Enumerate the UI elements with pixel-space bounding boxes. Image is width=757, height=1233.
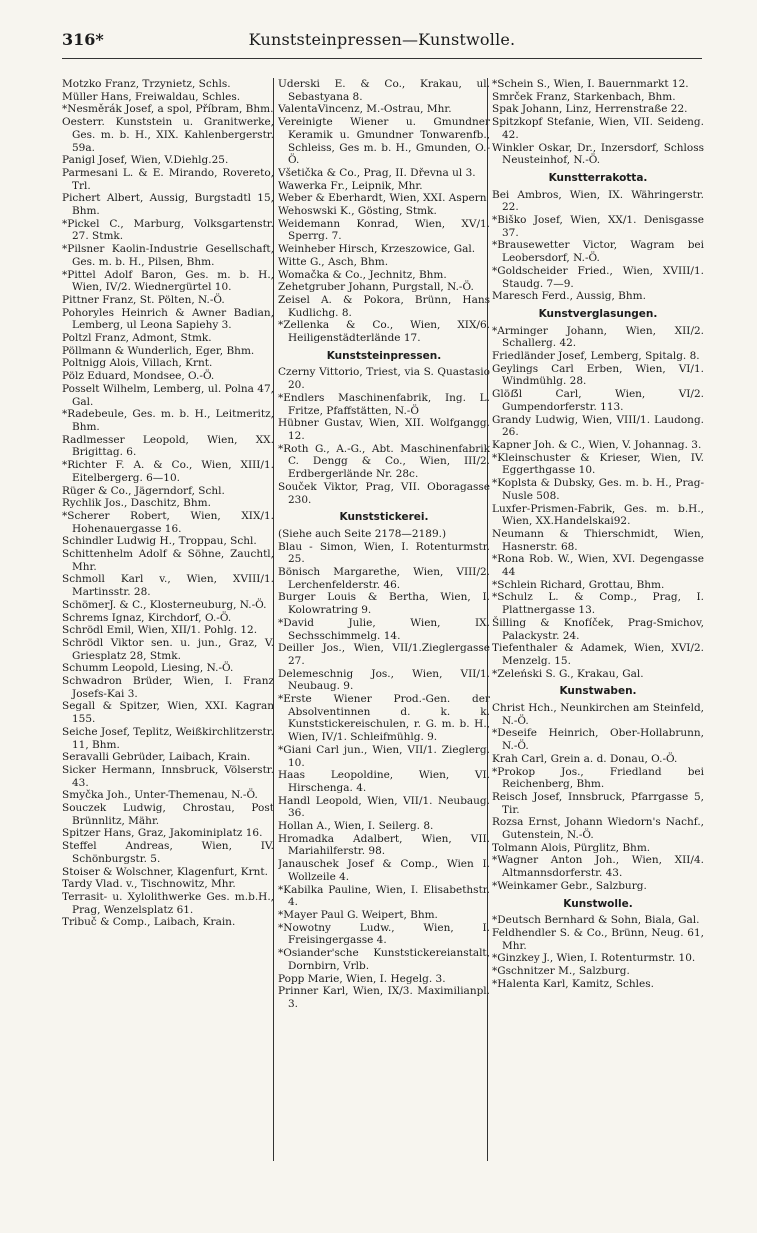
directory-entry: (Siehe auch Seite 2178—2189.) bbox=[278, 527, 447, 540]
directory-entry: *Pilsner Kaolin-Industrie Gesellschaft, Ges. m. b. H., Pilsen, Bhm. bbox=[62, 243, 274, 268]
directory-entry: Hübner Gustav, Wien, XII. Wolfgangg. 12. bbox=[278, 417, 490, 442]
directory-entry: Geylings Carl Erben, Wien, VI/1. Windmühlg. 28. bbox=[492, 362, 704, 388]
directory-entry: Spitzer Hans, Graz, Jakominiplatz 16. bbox=[62, 827, 263, 840]
directory-entry: Weinheber Hirsch, Krzeszowice, Gal. bbox=[278, 243, 476, 256]
directory-entry: ValentaVincenz, M.-Ostrau, Mhr. bbox=[278, 103, 452, 116]
directory-entry: *Zeleński S. G., Krakau, Gal. bbox=[492, 667, 644, 680]
directory-entry: Krah Carl, Grein a. d. Donau, O.-Ö. bbox=[492, 752, 678, 765]
directory-entry: Vereinigte Wiener u. Gmundner Keramik u. Gmundner Tonwarenfb., Schleiss, Ges m. b. H., Gmunden, O.-Ö. bbox=[278, 116, 490, 167]
directory-entry: Sicker Hermann, Innsbruck, Völserstr. 43. bbox=[62, 763, 274, 789]
directory-entry: Christ Hch., Neunkirchen am Steinfeld, N.-Ö. bbox=[492, 702, 704, 727]
directory-entry: *Richter F. A. & Co., Wien, XIII/1. Eitelbergerg. 6—10. bbox=[62, 459, 274, 484]
page-number: 316* bbox=[62, 30, 104, 49]
directory-entry: Kapner Joh. & C., Wien, V. Johannag. 3. bbox=[492, 438, 702, 451]
directory-entry: Wehoswski K., Gösting, Stmk. bbox=[278, 205, 437, 218]
directory-entry: Zehetgruber Johann, Purgstall, N.-Ö. bbox=[278, 281, 474, 294]
directory-entry: *Prokop Jos., Friedland bei Reichenberg, Bhm. bbox=[492, 765, 704, 791]
directory-entry: Posselt Wilhelm, Lemberg, ul. Polna 47, Gal. bbox=[62, 382, 274, 408]
column-right bbox=[492, 78, 704, 1228]
directory-entry: Pölz Eduard, Mondsee, O.-Ö. bbox=[62, 370, 215, 383]
page-header bbox=[62, 30, 702, 52]
directory-entry: Panigl Josef, Wien, V.Diehlg.25. bbox=[62, 154, 229, 167]
directory-entry: *Erste Wiener Prod.-Gen. der Absolventinnen d. k. k. Kunststickereischulen, r. G. m. b. H., Wien, IV/1. Schleifmühlg. 9. bbox=[278, 693, 490, 744]
directory-entry: *Mayer Paul G. Weipert, Bhm. bbox=[278, 909, 438, 921]
directory-entry: Janauschek Josef & Comp., Wien I. Wollzeile 4. bbox=[278, 858, 490, 883]
directory-entry: Stoiser & Wolschner, Klagenfurt, Krnt. bbox=[62, 865, 268, 878]
directory-entry: Schmoll Karl v., Wien, XVIII/1. Martinsstr. 28. bbox=[62, 573, 274, 599]
directory-entry: SchömerJ. & C., Klosterneuburg, N.-Ö. bbox=[62, 598, 267, 611]
directory-entry: *Pickel C., Marburg, Volksgartenstr. 27. Stmk. bbox=[62, 217, 274, 243]
directory-entry: *Koplsta & Dubsky, Ges. m. b. H., Prag-Nusle 508. bbox=[492, 477, 704, 502]
directory-entry: Popp Marie, Wien, I. Hegelg. 3. bbox=[278, 972, 446, 985]
directory-entry: *Arminger Johann, Wien, XII/2. Schallerg. 42. bbox=[492, 324, 704, 350]
directory-entry: *Schulz L. & Comp., Prag, I. Plattnergasse 13. bbox=[492, 591, 704, 617]
directory-entry: *Kabilka Pauline, Wien, I. Elisabethstr. 4. bbox=[278, 883, 490, 909]
directory-entry: *Goldscheider Fried., Wien, XVIII/1. Staudg. 7—9. bbox=[492, 264, 704, 290]
directory-entry: Glöẞl Carl, Wien, VI/2. Gumpendorferstr. 113. bbox=[492, 388, 704, 413]
directory-entry: Spak Johann, Linz, Herrenstraße 22. bbox=[492, 103, 688, 116]
directory-entry: *Brausewetter Victor, Wagram bei Leobersdorf, N.-Ö. bbox=[492, 239, 704, 265]
directory-entry: Handl Leopold, Wien, VII/1. Neubaug. 36. bbox=[278, 794, 490, 820]
column-divider bbox=[273, 78, 274, 1161]
directory-entry: Seravalli Gebrüder, Laibach, Krain. bbox=[62, 751, 251, 764]
directory-entry: Poltzl Franz, Admont, Stmk. bbox=[62, 332, 212, 345]
section-heading: Kunststickerei. bbox=[339, 511, 429, 524]
directory-entry: *Kleinschuster & Krieser, Wien, IV. Eggerthgasse 10. bbox=[492, 451, 704, 477]
directory-entry: *Rona Rob. W., Wien, XVI. Degengasse 44 bbox=[492, 553, 704, 579]
directory-entry: Grandy Ludwig, Wien, VIII/1. Laudong. 26. bbox=[492, 413, 704, 439]
section-heading: Kunstterrakotta. bbox=[548, 171, 648, 184]
directory-entry: *Ginzkey J., Wien, I. Rotenturmstr. 10. bbox=[492, 952, 696, 965]
directory-entry: Spitzkopf Stefanie, Wien, VII. Seideng. 42. bbox=[492, 116, 704, 141]
directory-entry: Rüger & Co., Jägerndorf, Schl. bbox=[62, 484, 225, 497]
directory-entry: Womačka & Co., Jechnitz, Bhm. bbox=[278, 268, 447, 281]
directory-entry: *Zellenka & Co., Wien, XIX/6. Heiligenstädterlände 17. bbox=[278, 319, 490, 345]
directory-entry: Souček Viktor, Prag, VII. Oboragasse 230. bbox=[278, 480, 490, 506]
directory-entry: Radlmesser Leopold, Wien, XX. Brigittag. 6. bbox=[62, 433, 274, 459]
directory-entry: *Wagner Anton Joh., Wien, XII/4. Altmannsdorferstr. 43. bbox=[492, 854, 704, 880]
directory-entry: Luxfer-Prismen-Fabrik, Ges. m. b.H., Wien, XX.Handelskai92. bbox=[492, 502, 704, 528]
directory-entry: Seiche Josef, Teplitz, Weißkirchlitzerstr. 11, Bhm. bbox=[62, 725, 274, 751]
directory-entry: Witte G., Asch, Bhm. bbox=[278, 255, 389, 268]
directory-entry: *Schein S., Wien, I. Bauernmarkt 12. bbox=[492, 78, 689, 90]
directory-entry: Tolmann Alois, Pürglitz, Bhm. bbox=[492, 841, 651, 854]
directory-entry: *Weinkamer Gebr., Salzburg. bbox=[492, 879, 647, 892]
directory-entry: *Osiander'sche Kunststickereianstalt, Dornbirn, Vrlb. bbox=[278, 947, 490, 972]
directory-entry: Všetička & Co., Prag, II. Dřevna ul 3. bbox=[278, 166, 476, 179]
directory-entry: Steffel Andreas, Wien, IV. Schönburgstr. 5. bbox=[62, 840, 274, 865]
column-middle bbox=[278, 78, 490, 1228]
directory-entry: Oesterr. Kunststein u. Granitwerke, Ges. m. b. H., XIX. Kahlenbergerstr. 59a. bbox=[62, 116, 274, 154]
directory-entry: Pichert Albert, Aussig, Burgstadtl 15, Bhm. bbox=[62, 192, 274, 218]
section-heading: Kunstverglasungen. bbox=[538, 307, 658, 320]
directory-entry: Wawerka Fr., Leipnik, Mhr. bbox=[278, 179, 423, 192]
directory-entry: *Endlers Maschinenfabrik, Ing. L. Fritze, Pfaffstätten, N.-Ö bbox=[278, 391, 490, 417]
directory-entry: Schrödl Emil, Wien, XII/1. Pohlg. 12. bbox=[62, 624, 258, 637]
directory-entry: Weidemann Konrad, Wien, XV/1. Sperrg. 7. bbox=[278, 217, 490, 243]
directory-entry: Uderski E. & Co., Krakau, ul. Sebastyana 8. bbox=[278, 78, 490, 103]
directory-entry: Segall & Spitzer, Wien, XXI. Kagran 155. bbox=[62, 700, 274, 726]
directory-entry: Pöllmann & Wunderlich, Eger, Bhm. bbox=[62, 344, 255, 357]
directory-entry: Schittenhelm Adolf & Söhne, Zauchtl, Mhr. bbox=[62, 548, 274, 573]
directory-entry: Terrasit- u. Xylolithwerke Ges. m.b.H., Prag, Wenzelsplatz 61. bbox=[62, 891, 274, 916]
directory-entry: Burger Louis & Bertha, Wien, I. Kolowratring 9. bbox=[278, 591, 490, 617]
column-divider bbox=[487, 78, 488, 1161]
page-title: Kunststeinpressen—Kunstwolle. bbox=[248, 30, 516, 49]
directory-entry: Tardy Vlad. v., Tischnowitz, Mhr. bbox=[62, 878, 236, 891]
directory-entry: Pohoryles Heinrich & Awner Badian, Lemberg, ul Leona Sapiehy 3. bbox=[62, 306, 274, 332]
directory-entry: Parmesani L. & E. Mirando, Rovereto, Trl. bbox=[62, 166, 274, 192]
directory-entry: Deiller Jos., Wien, VII/1.Zieglergasse 27. bbox=[278, 642, 490, 667]
directory-entry: Maresch Ferd., Aussig, Bhm. bbox=[492, 290, 646, 303]
directory-entry: Poltnigg Alois, Villach, Krnt. bbox=[62, 357, 213, 370]
directory-entry: *Gschnitzer M., Salzburg. bbox=[492, 965, 630, 978]
column-left bbox=[62, 78, 274, 1228]
directory-entry: Pittner Franz, St. Pölten, N.-Ö. bbox=[62, 293, 225, 306]
directory-entry: Blau - Simon, Wien, I. Rotenturmstr. 25. bbox=[278, 540, 490, 566]
section-heading: Kunststeinpressen. bbox=[326, 349, 442, 362]
directory-entry: *Biško Josef, Wien, XX/1. Denisgasse 37. bbox=[492, 214, 704, 239]
directory-entry: Czerny Vittorio, Triest, via S. Quastasio 20. bbox=[278, 366, 490, 392]
directory-entry: Reisch Josef, Innsbruck, Pfarrgasse 5, Tir. bbox=[492, 790, 704, 816]
directory-entry: Friedländer Josef, Lemberg, Spitalg. 8. bbox=[492, 350, 700, 363]
directory-entry: Prinner Karl, Wien, IX/3. Maximilianpl. 3. bbox=[278, 985, 490, 1010]
header-rule bbox=[62, 58, 702, 59]
directory-entry: Schrems Ignaz, Kirchdorf, O.-Ö. bbox=[62, 611, 232, 624]
directory-entry: Winkler Oskar, Dr., Inzersdorf, Schloss Neusteinhof, N.-Ö. bbox=[492, 141, 704, 167]
directory-entry: Delemeschnig Jos., Wien, VII/1. Neubaug. 9. bbox=[278, 667, 490, 693]
directory-entry: *Halenta Karl, Kamitz, Schles. bbox=[492, 977, 654, 990]
directory-entry: Müller Hans, Freiwaldau, Schles. bbox=[62, 90, 241, 103]
section-heading: Kunstwaben. bbox=[559, 685, 637, 698]
directory-entry: Bei Ambros, Wien, IX. Währingerstr. 22. bbox=[492, 188, 704, 214]
directory-entry: Šilling & Knofíček, Prag-Smichov, Palackystr. 24. bbox=[492, 616, 704, 642]
directory-entry: *Roth G., A.-G., Abt. Maschinenfabrik C. Dengg & Co., Wien, III/2. Erdbergerlände Nr. 28c. bbox=[278, 442, 490, 481]
directory-entry: *Radebeule, Ges. m. b. H., Leitmeritz, Bhm. bbox=[62, 408, 274, 433]
directory-entry: Feldhendler S. & Co., Brünn, Neug. 61, Mhr. bbox=[492, 927, 704, 952]
directory-entry: Schumm Leopold, Liesing, N.-Ö. bbox=[62, 662, 234, 675]
section-heading: Kunstwolle. bbox=[563, 897, 633, 910]
directory-entry: Schindler Ludwig H., Troppau, Schl. bbox=[62, 535, 257, 548]
directory-entry: Souczek Ludwig, Chrostau, Post Brünnlitz, Mähr. bbox=[62, 802, 274, 827]
directory-entry: Smrček Franz, Starkenbach, Bhm. bbox=[492, 90, 676, 103]
directory-entry: Rychlik Jos., Daschitz, Bhm. bbox=[62, 497, 211, 510]
directory-entry: *Nowotny Ludw., Wien, I. Freisingergasse 4. bbox=[278, 921, 490, 947]
directory-entry: Tiefenthaler & Adamek, Wien, XVI/2. Menzelg. 15. bbox=[492, 642, 704, 667]
directory-entry: Hollan A., Wien, I. Seilerg. 8. bbox=[278, 820, 434, 833]
directory-entry: Schrödl Viktor sen. u. jun., Graz, V. Griesplatz 28, Stmk. bbox=[62, 636, 274, 662]
directory-entry: Bönisch Margarethe, Wien, VIII/2. Lerchenfelderstr. 46. bbox=[278, 566, 490, 591]
directory-entry: *David Julie, Wien, IX. Sechsschimmelg. 14. bbox=[278, 616, 490, 642]
directory-entry: Tribuč & Comp., Laibach, Krain. bbox=[62, 916, 236, 929]
directory-entry: Hromadka Adalbert, Wien, VII. Mariahilferstr. 98. bbox=[278, 832, 490, 858]
directory-entry: Weber & Eberhardt, Wien, XXI. Aspern bbox=[278, 192, 487, 205]
directory-entry: Rozsa Ernst, Johann Wiedorn's Nachf., Gutenstein, N.-Ö. bbox=[492, 816, 704, 842]
directory-entry: Neumann & Thierschmidt, Wien, Hasnerstr. 68. bbox=[492, 527, 704, 553]
directory-entry: *Deseife Heinrich, Ober-Hollabrunn, N.-Ö. bbox=[492, 727, 704, 753]
directory-entry: Haas Leopoldine, Wien, VI. Hirschenga. 4. bbox=[278, 769, 490, 794]
directory-entry: *Deutsch Bernhard & Sohn, Biala, Gal. bbox=[492, 914, 700, 927]
directory-entry: *Pittel Adolf Baron, Ges. m. b. H., Wien, IV/2. Wiednergürtel 10. bbox=[62, 268, 274, 294]
directory-entry: *Schlein Richard, Grottau, Bhm. bbox=[492, 578, 665, 591]
directory-entry: Motzko Franz, Trzynietz, Schls. bbox=[62, 78, 231, 90]
directory-entry: Zeisel A. & Pokora, Brünn, Hans Kudlichg. 8. bbox=[278, 293, 490, 319]
directory-entry: *Scherer Robert, Wien, XIX/1. Hohenauergasse 16. bbox=[62, 509, 274, 535]
directory-entry: Schwadron Brüder, Wien, I. Franz Josefs-Kai 3. bbox=[62, 675, 274, 700]
directory-entry: *Nesměrák Josef, a spol, Příbram, Bhm. bbox=[62, 103, 274, 116]
directory-entry: *Giani Carl jun., Wien, VII/1. Zieglerg. 10. bbox=[278, 743, 490, 769]
directory-entry: Smyčka Joh., Unter-Themenau, N.-Ö. bbox=[62, 789, 258, 802]
